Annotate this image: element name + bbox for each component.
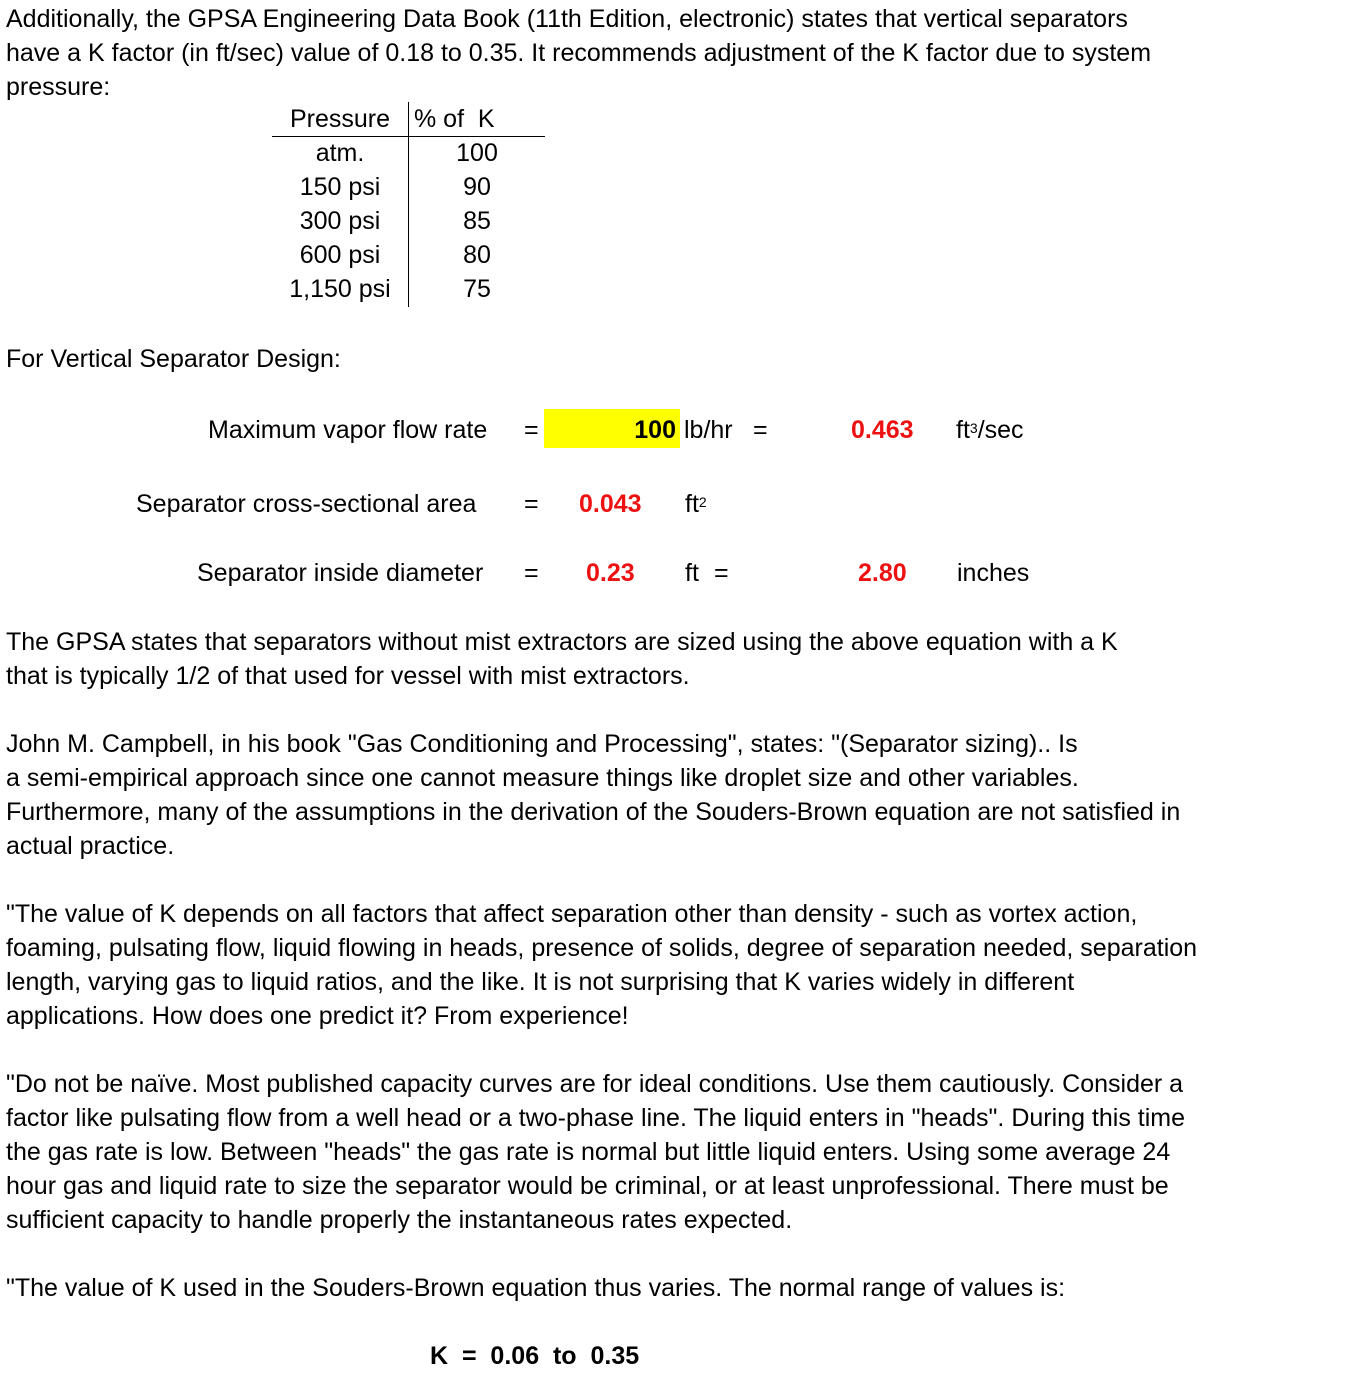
intro-line: pressure: (6, 73, 111, 101)
header-pressure: Pressure (289, 105, 391, 133)
vapor-flow-equals-2: = (753, 416, 768, 444)
k-value-paragraph (6, 897, 1197, 1033)
paragraph-line: "Do not be naïve. Most published capacity curves are for ideal conditions. Use them cautiously. Consider a (6, 1070, 1184, 1098)
vapor-flow-result-unit (956, 413, 1024, 447)
area-equals: = (524, 490, 539, 518)
area-result: 0.043 (579, 490, 642, 518)
range-intro-paragraph (6, 1271, 1065, 1305)
table-cell-pct-k: 80 (463, 241, 491, 269)
pct-k-column (409, 102, 545, 306)
table-cell-pct-k: 90 (463, 173, 491, 201)
diameter-unit-in: inches (957, 559, 1030, 587)
intro-line: have a K factor (in ft/sec) value of 0.18 to 0.35. It recommends adjustment of the K factor due to system (6, 39, 1152, 67)
table-cell-pressure: 150 psi (299, 173, 381, 201)
unit-tail: /sec (977, 416, 1024, 444)
table-cell-pressure: 600 psi (299, 241, 381, 269)
paragraph-line: applications. How does one predict it? From experience! (6, 1002, 629, 1030)
diameter-unit-ft: ft (685, 559, 699, 587)
vapor-flow-result: 0.463 (851, 416, 914, 444)
paragraph-line: "The value of K used in the Souders-Brown equation thus varies. The normal range of values is: (6, 1274, 1066, 1302)
area-unit (685, 487, 707, 521)
k-range: K = 0.06 to 0.35 (430, 1342, 640, 1370)
table-cell-pressure: 1,150 psi (289, 275, 391, 303)
vapor-flow-equals: = (524, 416, 539, 444)
diameter-result-in: 2.80 (858, 559, 907, 587)
header-pct-k: % of K (414, 105, 495, 133)
diameter-result-ft: 0.23 (586, 559, 635, 587)
area-label: Separator cross-sectional area (136, 490, 477, 518)
design-heading: For Vertical Separator Design: (6, 345, 341, 373)
paragraph-line: The GPSA states that separators without mist extractors are sized using the above equation with a K (6, 628, 1118, 656)
paragraph-line: "The value of K depends on all factors that affect separation other than density - such as vortex action, (6, 900, 1138, 928)
unit-exponent: 3 (969, 420, 978, 436)
pressure-column (272, 102, 408, 306)
diameter-label: Separator inside diameter (197, 559, 484, 587)
table-cell-pressure: atm. (315, 139, 365, 167)
campbell-paragraph (6, 727, 1180, 863)
vapor-flow-unit: lb/hr (684, 416, 733, 444)
paragraph-line: a semi-empirical approach since one cannot measure things like droplet size and other variables. (6, 764, 1079, 792)
paragraph-line: length, varying gas to liquid ratios, and the like. It is not surprising that K varies widely in different (6, 968, 1075, 996)
gpsa-note-paragraph (6, 625, 1118, 693)
paragraph-line: Furthermore, many of the assumptions in the derivation of the Souders-Brown equation are not satisfied in (6, 798, 1181, 826)
paragraph-line: hour gas and liquid rate to size the separator would be criminal, or at least unprofessional. There must be (6, 1172, 1169, 1200)
paragraph-line: factor like pulsating flow from a well head or a two-phase line. The liquid enters in "heads". During this time (6, 1104, 1185, 1132)
table-cell-pressure: 300 psi (299, 207, 381, 235)
table-cell-pct-k: 75 (463, 275, 491, 303)
unit-exponent: 2 (698, 494, 707, 510)
paragraph-line: the gas rate is low. Between "heads" the gas rate is normal but little liquid enters. Using some average 24 (6, 1138, 1171, 1166)
vapor-flow-label: Maximum vapor flow rate (208, 416, 488, 444)
unit-base: ft (685, 490, 699, 518)
paragraph-line: John M. Campbell, in his book "Gas Conditioning and Processing", states: "(Separator sizing).. Is (6, 730, 1078, 758)
unit-base: ft (956, 416, 970, 444)
intro-paragraph (6, 2, 1151, 104)
diameter-equals: = (524, 559, 539, 587)
paragraph-line: actual practice. (6, 832, 175, 860)
naive-paragraph (6, 1067, 1185, 1237)
vapor-flow-input[interactable]: 100 (544, 409, 680, 448)
intro-line: Additionally, the GPSA Engineering Data Book (11th Edition, electronic) states that vertical separators (6, 5, 1128, 33)
paragraph-line: foaming, pulsating flow, liquid flowing in heads, presence of solids, degree of separation needed, separation (6, 934, 1198, 962)
table-cell-pct-k: 100 (456, 139, 498, 167)
table-cell-pct-k: 85 (463, 207, 491, 235)
diameter-equals-2: = (714, 559, 729, 587)
paragraph-line: that is typically 1/2 of that used for vessel with mist extractors. (6, 662, 690, 690)
paragraph-line: sufficient capacity to handle properly the instantaneous rates expected. (6, 1206, 793, 1234)
